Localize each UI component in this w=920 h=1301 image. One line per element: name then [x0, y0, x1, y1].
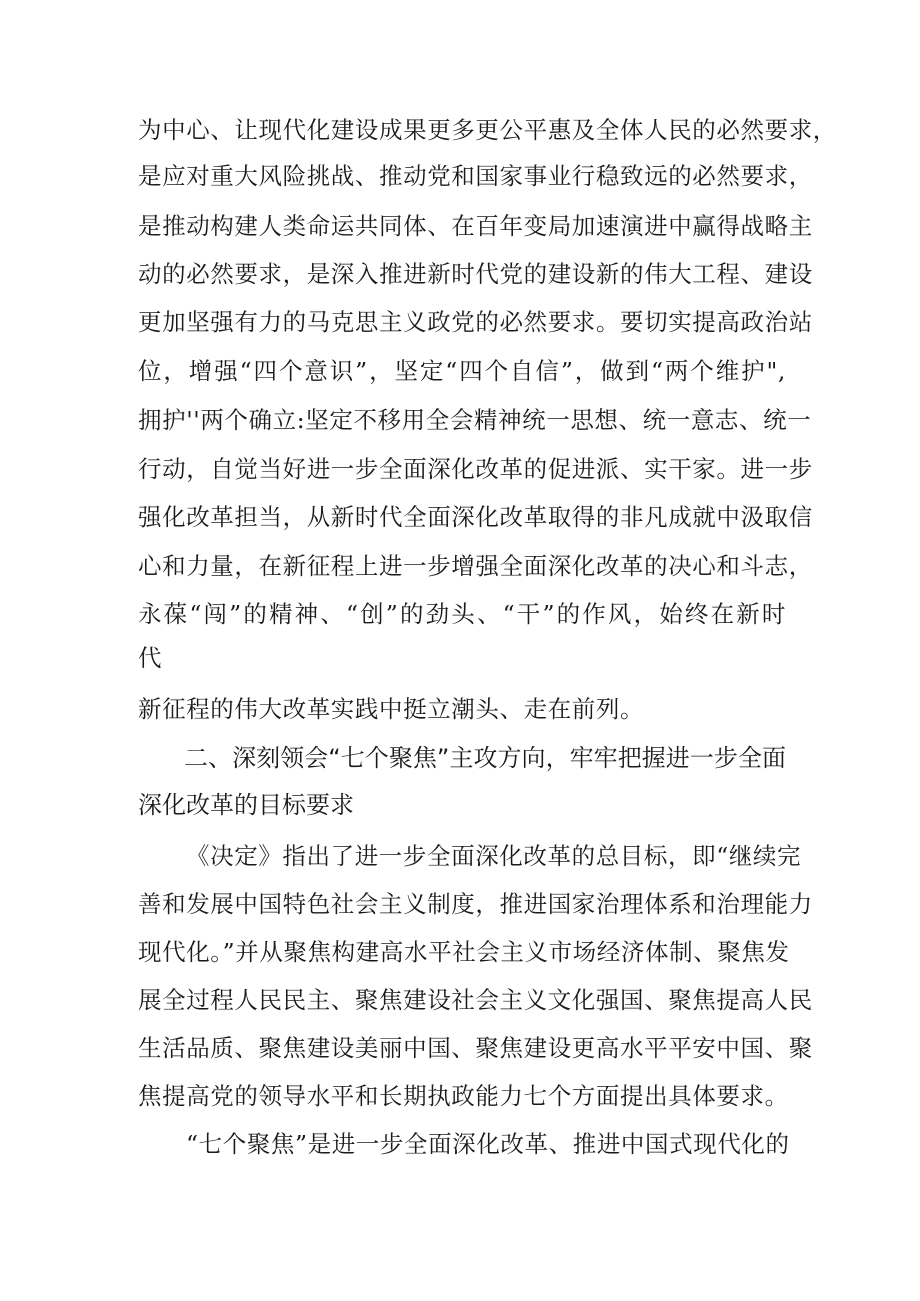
- paragraph-line: 心和力量，在新征程上进一步增强全面深化改革的决心和斗志，: [138, 552, 813, 580]
- paragraph-line: 永葆“闯”的精神、“创”的劲头、“干”的作风，始终在新时: [138, 600, 786, 628]
- paragraph-line: 生活品质、聚焦建设美丽中国、聚焦建设更高水平平安中国、聚: [138, 1034, 813, 1062]
- paragraph-line: 位，增强“四个意识”，坚定“四个自信”，做到“两个维护",: [138, 357, 786, 385]
- section-heading: 二、深刻领会“七个聚焦”主攻方向，牢牢把握进一步全面: [184, 744, 786, 772]
- paragraph-line: 《决定》指出了进一步全面深化改革的总目标，即“继续完: [186, 842, 802, 870]
- paragraph-line: 动的必然要求，是深入推进新时代党的建设新的伟大工程、建设: [138, 260, 813, 288]
- paragraph-line: 为中心、让现代化建设成果更多更公平惠及全体人民的必然要求，: [138, 116, 837, 144]
- paragraph-line: 是应对重大风险挑战、推动党和国家事业行稳致远的必然要求，: [138, 162, 813, 190]
- paragraph-line: 代: [138, 644, 163, 672]
- paragraph-line: 现代化。”并从聚焦构建高水平社会主义市场经济体制、聚焦发: [138, 938, 790, 966]
- paragraph-line: 焦提高党的领导水平和长期执政能力七个方面提出具体要求。: [138, 1082, 789, 1110]
- paragraph-line: 行动，自觉当好进一步全面深化改革的促进派、实干家。进一步: [138, 455, 813, 483]
- paragraph-line: 展全过程人民民主、聚焦建设社会主义文化强国、聚焦提高人民: [138, 986, 813, 1014]
- paragraph-line: 是推动构建人类命运共同体、在百年变局加速演进中赢得战略主: [138, 212, 813, 240]
- paragraph-line: 强化改革担当，从新时代全面深化改革取得的非凡成就中汲取信: [138, 503, 813, 531]
- paragraph-line: 更加坚强有力的马克思主义政党的必然要求。要切实提高政治站: [138, 308, 813, 336]
- paragraph-line: 新征程的伟大改革实践中挺立潮头、走在前列。: [138, 695, 645, 723]
- paragraph-line: 拥护''两个确立:坚定不移用全会精神统一思想、统一意志、统一: [138, 406, 812, 434]
- section-heading: 深化改革的目标要求: [138, 791, 354, 819]
- paragraph-line: “七个聚焦”是进一步全面深化改革、推进中国式现代化的: [186, 1130, 790, 1158]
- paragraph-line: 善和发展中国特色社会主义制度，推进国家治理体系和治理能力: [138, 890, 813, 918]
